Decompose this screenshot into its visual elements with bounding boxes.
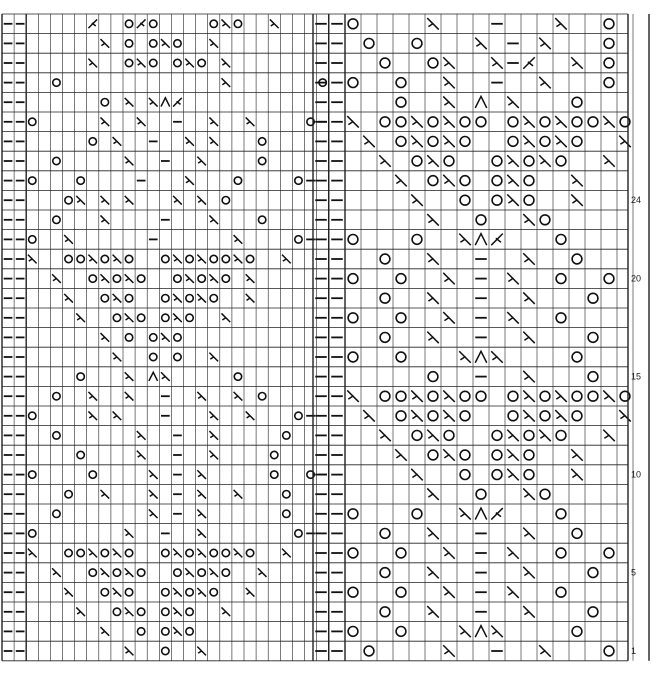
row-number-label: 20 xyxy=(631,273,642,284)
row-number-label: 5 xyxy=(631,567,637,578)
row-number-label: 24 xyxy=(631,195,642,206)
row-number-label: 1 xyxy=(631,646,637,656)
row-number-label: 15 xyxy=(631,371,642,382)
row-number-label: 10 xyxy=(631,469,642,480)
